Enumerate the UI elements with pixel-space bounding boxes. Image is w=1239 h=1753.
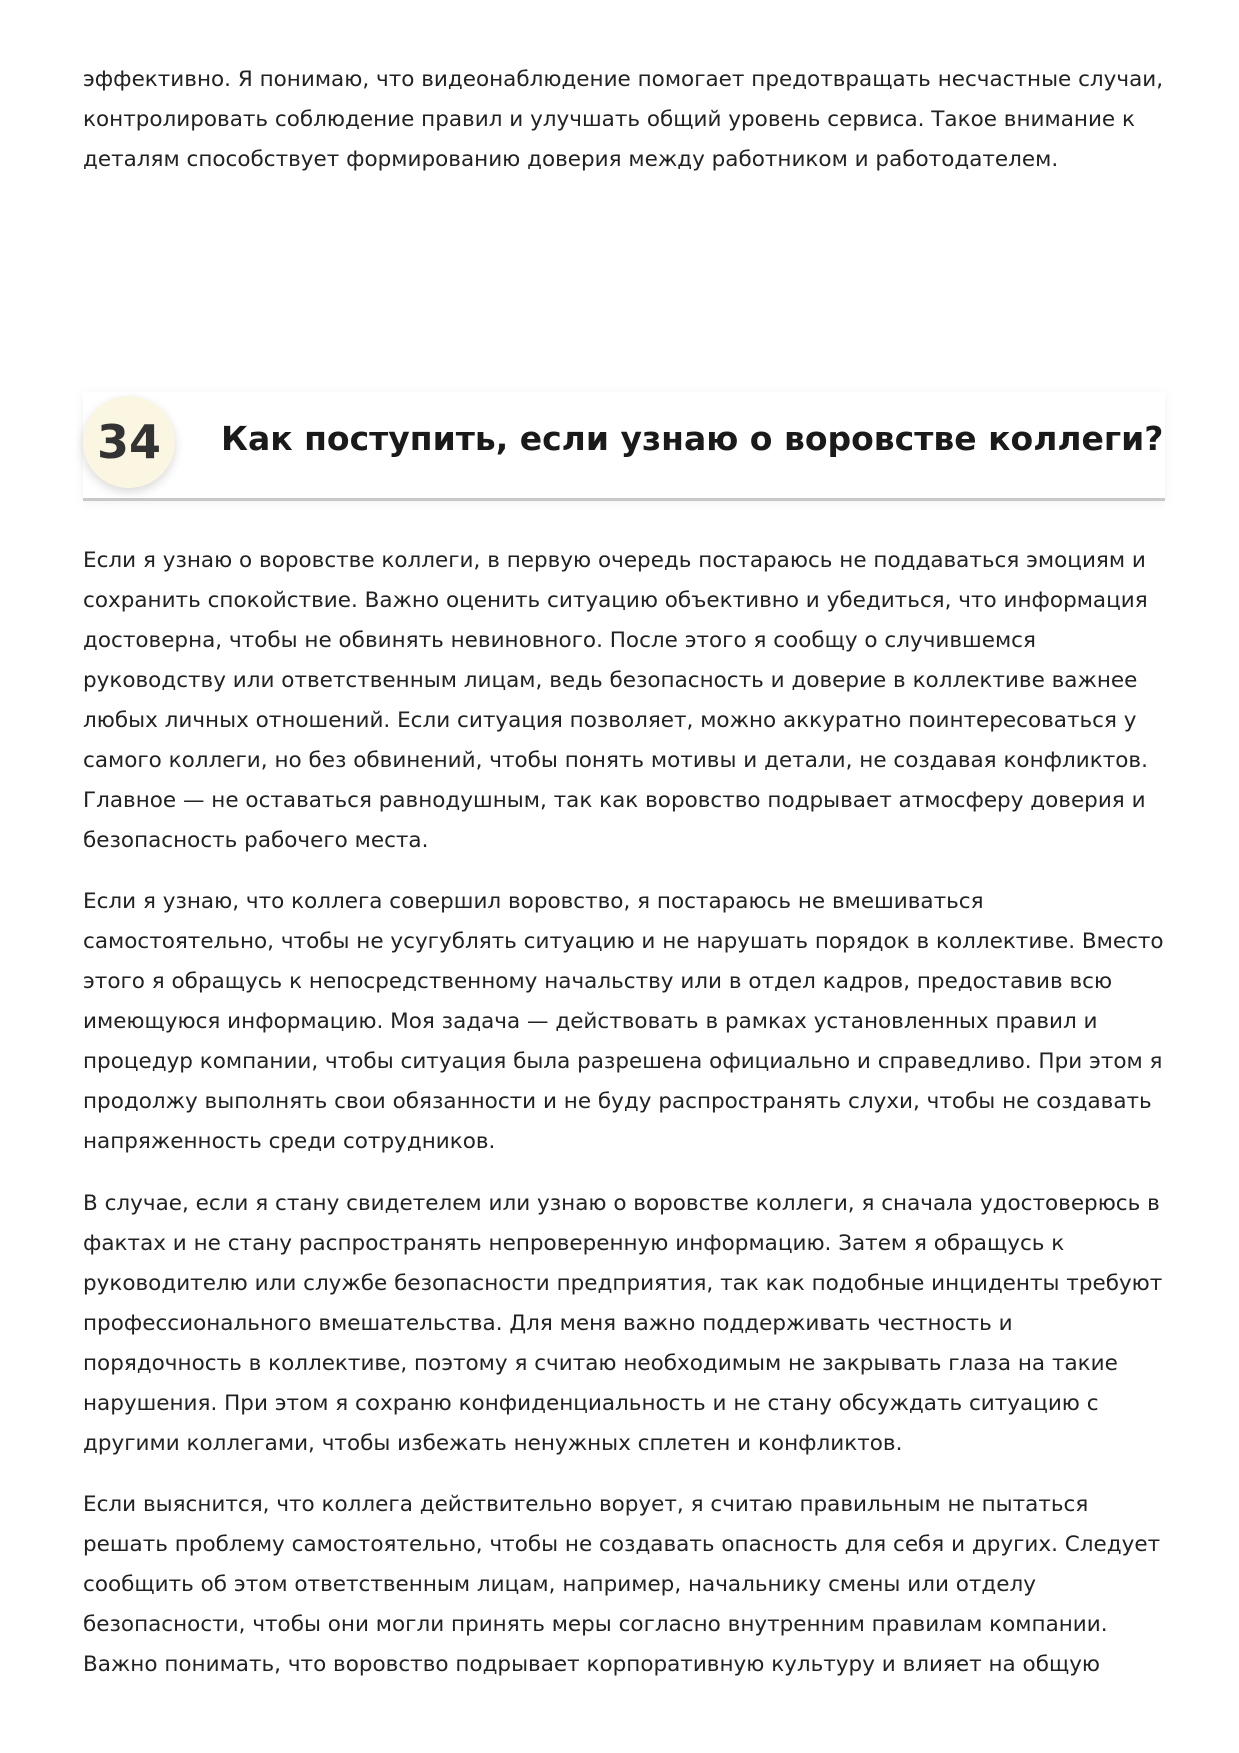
section-number-badge: 34 [83, 396, 175, 488]
answer-paragraph-3: В случае, если я стану свидетелем или узнаю о воровстве коллеги, я сначала удостоверюсь в фактах и не стану распространять непроверенную информацию. Затем я обращусь к руководителю или службе безопасности предприятия, так как подобные инциденты требуют профессионального вмешательства. Для меня важно поддерживать честность и порядочность в коллективе, поэтому я считаю необходимым не закрывать глаза на такие нарушения. При этом я сохраню конфиденциальность и не стану обсуждать ситуацию с другими коллегами, чтобы избежать ненужных сплетен и конфликтов. [83, 1191, 1163, 1456]
answer-paragraph-4: Если выяснится, что коллега действительно ворует, я считаю правильным не пытаться решать проблему самостоятельно, чтобы не создавать опасность для себя и других. Следует сообщить об этом ответственным лицам, например, начальнику смены или отделу безопасности, чтобы они могли принять меры согласно внутренним правилам компании. Важно понимать, что воровство подрывает корпоративную культуру и влияет на общую [83, 1492, 1161, 1677]
section-header [83, 392, 1165, 502]
intro-paragraph: эффективно. Я понимаю, что видеонаблюдение помогает предотвращать несчастные случаи, контролировать соблюдение правил и улучшать общий уровень сервиса. Такое внимание к деталям способствует формированию доверия между работником и работодателем. [83, 67, 1164, 172]
section-title: Как поступить, если узнаю о воровстве коллеги? [221, 419, 1164, 458]
answer-paragraph-1: Если я узнаю о воровстве коллеги, в первую очередь постараюсь не поддаваться эмоциям и сохранить спокойствие. Важно оценить ситуацию объективно и убедиться, что информация достоверна, чтобы не обвинять невиновного. После этого я сообщу о случившемся руководству или ответственным лицам, ведь безопасность и доверие в коллективе важнее любых личных отношений. Если ситуация позволяет, можно аккуратно поинтересоваться у самого коллеги, но без обвинений, чтобы понять мотивы и детали, не создавая конфликтов. Главное — не оставаться равнодушным, так как воровство подрывает атмосферу доверия и безопасность рабочего места. [83, 548, 1148, 853]
answer-paragraph-2: Если я узнаю, что коллега совершил воровство, я постараюсь не вмешиваться самостоятельно, чтобы не усугублять ситуацию и не нарушать порядок в коллективе. Вместо этого я обращусь к непосредственному начальству или в отдел кадров, предоставив всю имеющуюся информацию. Моя задача — действовать в рамках установленных правил и процедур компании, чтобы ситуация была разрешена официально и справедливо. При этом я продолжу выполнять свои обязанности и не буду распространять слухи, чтобы не создавать напряженность среди сотрудников. [83, 889, 1164, 1154]
